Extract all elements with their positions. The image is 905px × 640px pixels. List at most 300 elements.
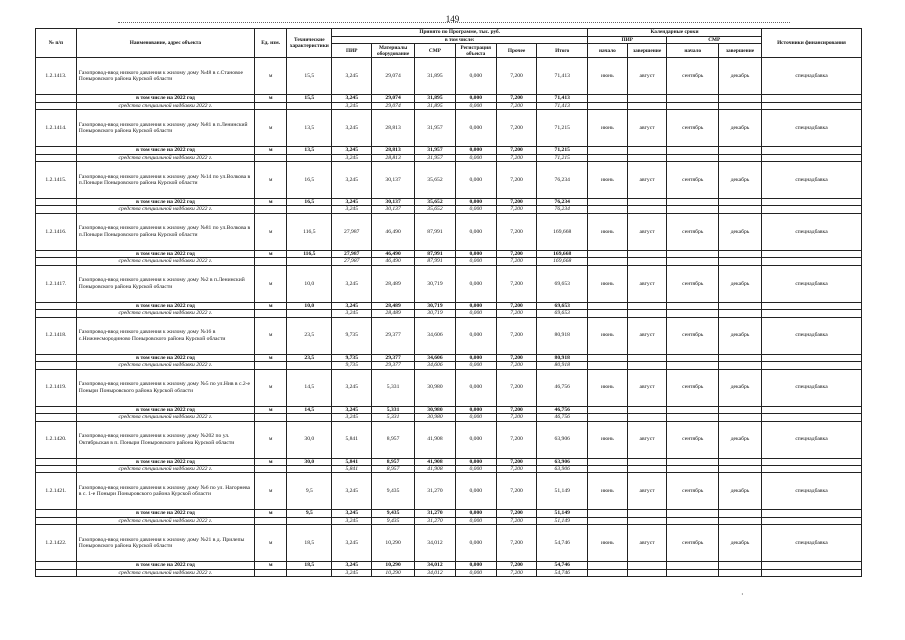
registration-cell: 0,000 xyxy=(455,406,496,414)
pir-cell: 3,245 xyxy=(332,154,372,161)
page-number: 149 xyxy=(445,14,460,24)
other-cell: 7,200 xyxy=(496,310,537,317)
total-cell: 80,918 xyxy=(537,362,588,369)
calendar-header: Календарные сроки xyxy=(588,29,762,37)
empty-cell xyxy=(667,258,719,265)
empty-cell xyxy=(762,147,862,155)
unit-cell: м xyxy=(255,525,287,562)
empty-cell xyxy=(719,562,762,570)
empty-cell xyxy=(36,258,77,265)
registration-cell: 0,000 xyxy=(455,302,496,310)
empty-cell xyxy=(255,466,287,473)
smr-cell: 87,991 xyxy=(415,213,456,250)
note-label: средства специальной надбавки 2022 г. xyxy=(76,154,254,161)
empty-cell xyxy=(588,198,628,206)
empty-cell xyxy=(719,362,762,369)
empty-cell xyxy=(255,206,287,213)
pir-cell: 3,245 xyxy=(332,110,372,147)
empty-cell xyxy=(762,95,862,103)
tech-cell: 15,5 xyxy=(287,95,332,103)
row-number: 1.2.1416. xyxy=(36,213,77,250)
table-header xyxy=(36,29,862,58)
other-cell: 7,200 xyxy=(496,569,537,576)
pir-cell: 3,245 xyxy=(332,406,372,414)
pir-cell: 3,245 xyxy=(332,369,372,406)
total-cell: 63,906 xyxy=(537,458,588,466)
unit-cell: м xyxy=(255,95,287,103)
pir-cell: 5,841 xyxy=(332,421,372,458)
object-name: Газопровод-ввод низкого давления к жилому дому №16 в с.Нижнесмородиново Поныровского района Курской области xyxy=(76,317,254,354)
unit-cell: м xyxy=(255,562,287,570)
empty-cell xyxy=(627,562,667,570)
smr-end-cell: декабрь xyxy=(719,265,762,302)
other-cell: 7,200 xyxy=(496,302,537,310)
tech-cell: 9,5 xyxy=(287,510,332,518)
empty-cell xyxy=(719,406,762,414)
empty-cell xyxy=(36,414,77,421)
total-cell: 63,906 xyxy=(537,466,588,473)
materials-cell: 9,435 xyxy=(372,517,415,524)
unit-cell: м xyxy=(255,213,287,250)
smr-cell: 87,991 xyxy=(415,250,456,258)
note-label: средства специальной надбавки 2022 г. xyxy=(76,310,254,317)
empty-cell xyxy=(627,569,667,576)
registration-cell: 0,000 xyxy=(455,198,496,206)
other-cell: 7,200 xyxy=(496,258,537,265)
pir-cell: 3,245 xyxy=(332,58,372,95)
registration-cell: 0,000 xyxy=(455,265,496,302)
pir-cell: 3,245 xyxy=(332,147,372,155)
smr-start-cell: сентябрь xyxy=(667,473,719,510)
empty-cell xyxy=(627,510,667,518)
tech-cell: 10,0 xyxy=(287,302,332,310)
pir-cell: 3,245 xyxy=(332,525,372,562)
subtotal-row xyxy=(36,406,862,414)
other-cell: 7,200 xyxy=(496,102,537,109)
tech-cell: 23,5 xyxy=(287,317,332,354)
materials-cell: 10,290 xyxy=(372,525,415,562)
smr-cell: 31,895 xyxy=(415,102,456,109)
total-cell: 71,215 xyxy=(537,154,588,161)
subtotal-label: в том числе на 2022 год xyxy=(76,562,254,570)
other-cell: 7,200 xyxy=(496,161,537,198)
pir-cell: 3,245 xyxy=(332,473,372,510)
object-name: Газопровод-ввод низкого давления к жилому дому №81 в п.Ленинский Поныровского района Курской области xyxy=(76,110,254,147)
row-number: 1.2.1418. xyxy=(36,317,77,354)
empty-cell xyxy=(762,562,862,570)
empty-cell xyxy=(588,102,628,109)
empty-cell xyxy=(255,569,287,576)
total-cell: 71,215 xyxy=(537,110,588,147)
pir-start-cell: июнь xyxy=(588,110,628,147)
unit-cell: м xyxy=(255,421,287,458)
materials-cell: 29,074 xyxy=(372,102,415,109)
col-name-header: Наименование, адрес объекта xyxy=(76,29,254,58)
empty-cell xyxy=(588,362,628,369)
pir-end-header: завершение xyxy=(627,44,667,58)
pir-start-cell: июнь xyxy=(588,317,628,354)
source-cell: спецнадбавка xyxy=(762,213,862,250)
empty-cell xyxy=(627,95,667,103)
empty-cell xyxy=(588,250,628,258)
empty-cell xyxy=(719,250,762,258)
empty-cell xyxy=(762,354,862,362)
smr-end-cell: декабрь xyxy=(719,473,762,510)
materials-cell: 46,490 xyxy=(372,250,415,258)
other-cell: 7,200 xyxy=(496,362,537,369)
registration-cell: 0,000 xyxy=(455,473,496,510)
empty-cell xyxy=(719,414,762,421)
table-row xyxy=(36,317,862,354)
unit-cell: м xyxy=(255,58,287,95)
smr-cell: 31,957 xyxy=(415,147,456,155)
pir-cell: 3,245 xyxy=(332,102,372,109)
empty-cell xyxy=(287,466,332,473)
row-number: 1.2.1414. xyxy=(36,110,77,147)
smr-cell: 87,991 xyxy=(415,258,456,265)
smr-cell: 31,957 xyxy=(415,110,456,147)
smr-end-cell: декабрь xyxy=(719,110,762,147)
empty-cell xyxy=(667,517,719,524)
note-row xyxy=(36,206,862,213)
materials-cell: 8,957 xyxy=(372,466,415,473)
empty-cell xyxy=(719,302,762,310)
empty-cell xyxy=(36,198,77,206)
table-row xyxy=(36,369,862,406)
empty-cell xyxy=(627,198,667,206)
source-cell: спецнадбавка xyxy=(762,58,862,95)
pir-end-cell: август xyxy=(627,58,667,95)
row-number: 1.2.1415. xyxy=(36,161,77,198)
smr-cell: 31,957 xyxy=(415,154,456,161)
empty-cell xyxy=(762,310,862,317)
empty-cell xyxy=(36,154,77,161)
pir-cell: 3,245 xyxy=(332,198,372,206)
empty-cell xyxy=(588,302,628,310)
smr-end-header: завершение xyxy=(719,44,762,58)
empty-cell xyxy=(762,198,862,206)
empty-cell xyxy=(36,569,77,576)
empty-cell xyxy=(719,517,762,524)
subtotal-label: в том числе на 2022 год xyxy=(76,302,254,310)
header-rule xyxy=(118,22,790,23)
total-cell: 69,653 xyxy=(537,310,588,317)
tech-cell: 13,5 xyxy=(287,147,332,155)
empty-cell xyxy=(667,154,719,161)
other-cell: 7,200 xyxy=(496,110,537,147)
empty-cell xyxy=(762,458,862,466)
materials-cell: 8,957 xyxy=(372,421,415,458)
materials-cell: 30,137 xyxy=(372,206,415,213)
materials-cell: 28,813 xyxy=(372,147,415,155)
registration-cell: 0,000 xyxy=(455,569,496,576)
other-cell: 7,200 xyxy=(496,525,537,562)
materials-header: Материалы оборудование xyxy=(372,44,415,58)
materials-cell: 28,489 xyxy=(372,310,415,317)
total-cell: 69,653 xyxy=(537,302,588,310)
accepted-header: Принято по Программе, тыс. руб. xyxy=(332,29,588,37)
tech-cell: 30,0 xyxy=(287,421,332,458)
total-header: Итого xyxy=(537,44,588,58)
source-cell: спецнадбавка xyxy=(762,525,862,562)
empty-cell xyxy=(36,147,77,155)
total-cell: 76,234 xyxy=(537,206,588,213)
empty-cell xyxy=(719,458,762,466)
note-label: средства специальной надбавки 2022 г. xyxy=(76,517,254,524)
smr-cell: 41,908 xyxy=(415,466,456,473)
unit-cell: м xyxy=(255,317,287,354)
other-cell: 7,200 xyxy=(496,213,537,250)
smr-cell: 30,719 xyxy=(415,302,456,310)
empty-cell xyxy=(762,414,862,421)
empty-cell xyxy=(287,258,332,265)
col-unit-header: Ед. изм. xyxy=(255,29,287,58)
registration-header: Регистрация объекта xyxy=(455,44,496,58)
registration-cell: 0,000 xyxy=(455,102,496,109)
empty-cell xyxy=(627,102,667,109)
note-row xyxy=(36,258,862,265)
registration-cell: 0,000 xyxy=(455,510,496,518)
registration-cell: 0,000 xyxy=(455,95,496,103)
smr-start-cell: сентябрь xyxy=(667,317,719,354)
subtotal-label: в том числе на 2022 год xyxy=(76,198,254,206)
empty-cell xyxy=(762,569,862,576)
total-cell: 46,756 xyxy=(537,414,588,421)
empty-cell xyxy=(719,198,762,206)
other-cell: 7,200 xyxy=(496,147,537,155)
pir-end-cell: август xyxy=(627,525,667,562)
empty-cell xyxy=(287,517,332,524)
materials-cell: 29,074 xyxy=(372,95,415,103)
empty-cell xyxy=(255,154,287,161)
total-cell: 51,149 xyxy=(537,517,588,524)
empty-cell xyxy=(36,562,77,570)
materials-cell: 28,813 xyxy=(372,154,415,161)
unit-cell: м xyxy=(255,354,287,362)
smr-start-cell: сентябрь xyxy=(667,525,719,562)
total-cell: 54,746 xyxy=(537,525,588,562)
pir-cell: 3,245 xyxy=(332,414,372,421)
empty-cell xyxy=(36,517,77,524)
empty-cell xyxy=(762,206,862,213)
empty-cell xyxy=(627,258,667,265)
other-cell: 7,200 xyxy=(496,154,537,161)
other-cell: 7,200 xyxy=(496,510,537,518)
smr-start-cell: сентябрь xyxy=(667,110,719,147)
empty-cell xyxy=(719,569,762,576)
empty-cell xyxy=(36,362,77,369)
tech-cell: 14,5 xyxy=(287,369,332,406)
object-name: Газопровод-ввод низкого давления к жилому дому №6 по ул. Нагорнева в с. 1-е Поныри Поныровского района Курской области xyxy=(76,473,254,510)
empty-cell xyxy=(667,510,719,518)
empty-cell xyxy=(667,206,719,213)
total-cell: 169,668 xyxy=(537,258,588,265)
registration-cell: 0,000 xyxy=(455,421,496,458)
smr-end-cell: декабрь xyxy=(719,369,762,406)
smr-cell: 41,908 xyxy=(415,421,456,458)
source-cell: спецнадбавка xyxy=(762,369,862,406)
tech-cell: 116,5 xyxy=(287,250,332,258)
empty-cell xyxy=(255,414,287,421)
smr-end-cell: декабрь xyxy=(719,58,762,95)
registration-cell: 0,000 xyxy=(455,317,496,354)
other-cell: 7,200 xyxy=(496,458,537,466)
total-cell: 80,918 xyxy=(537,317,588,354)
empty-cell xyxy=(627,310,667,317)
subtotal-row xyxy=(36,250,862,258)
pir-start-cell: июнь xyxy=(588,58,628,95)
smr-start-cell: сентябрь xyxy=(667,265,719,302)
program-table xyxy=(35,28,862,577)
empty-cell xyxy=(36,458,77,466)
pir-end-cell: август xyxy=(627,265,667,302)
other-cell: 7,200 xyxy=(496,58,537,95)
tech-cell: 16,5 xyxy=(287,161,332,198)
empty-cell xyxy=(762,250,862,258)
total-cell: 76,234 xyxy=(537,161,588,198)
empty-cell xyxy=(627,250,667,258)
registration-cell: 0,000 xyxy=(455,258,496,265)
empty-cell xyxy=(667,95,719,103)
materials-cell: 10,290 xyxy=(372,569,415,576)
note-label: средства специальной надбавки 2022 г. xyxy=(76,206,254,213)
table-row xyxy=(36,265,862,302)
total-cell: 80,918 xyxy=(537,354,588,362)
subtotal-label: в том числе на 2022 год xyxy=(76,95,254,103)
note-row xyxy=(36,569,862,576)
subtotal-row xyxy=(36,354,862,362)
incl-header: в том числе: xyxy=(332,37,588,44)
smr-start-cell: сентябрь xyxy=(667,161,719,198)
other-cell: 7,200 xyxy=(496,317,537,354)
pir-cell: 27,987 xyxy=(332,213,372,250)
materials-cell: 46,490 xyxy=(372,213,415,250)
subtotal-label: в том числе на 2022 год xyxy=(76,354,254,362)
empty-cell xyxy=(719,354,762,362)
empty-cell xyxy=(762,406,862,414)
empty-cell xyxy=(588,517,628,524)
materials-cell: 5,331 xyxy=(372,414,415,421)
smr-end-cell: декабрь xyxy=(719,317,762,354)
col-num-header: № п/п xyxy=(36,29,77,58)
empty-cell xyxy=(36,250,77,258)
empty-cell xyxy=(588,147,628,155)
materials-cell: 29,074 xyxy=(372,58,415,95)
empty-cell xyxy=(719,95,762,103)
total-cell: 51,149 xyxy=(537,473,588,510)
footer-mark: · xyxy=(741,590,744,599)
unit-cell: м xyxy=(255,161,287,198)
empty-cell xyxy=(588,154,628,161)
smr-cell: 31,895 xyxy=(415,58,456,95)
total-cell: 76,234 xyxy=(537,198,588,206)
row-number: 1.2.1413. xyxy=(36,58,77,95)
total-cell: 71,413 xyxy=(537,95,588,103)
pir-cell: 3,245 xyxy=(332,510,372,518)
note-label: средства специальной надбавки 2022 г. xyxy=(76,362,254,369)
registration-cell: 0,000 xyxy=(455,154,496,161)
empty-cell xyxy=(627,517,667,524)
empty-cell xyxy=(287,310,332,317)
table-row xyxy=(36,213,862,250)
registration-cell: 0,000 xyxy=(455,110,496,147)
subtotal-row xyxy=(36,147,862,155)
empty-cell xyxy=(36,310,77,317)
smr-cell: 41,908 xyxy=(415,458,456,466)
empty-cell xyxy=(762,302,862,310)
materials-cell: 28,489 xyxy=(372,302,415,310)
smr-cell: 30,719 xyxy=(415,310,456,317)
registration-cell: 0,000 xyxy=(455,369,496,406)
empty-cell xyxy=(719,206,762,213)
tech-cell: 15,5 xyxy=(287,58,332,95)
pir-cell: 3,245 xyxy=(332,302,372,310)
empty-cell xyxy=(762,466,862,473)
subtotal-row xyxy=(36,302,862,310)
pir-cell: 5,841 xyxy=(332,466,372,473)
materials-cell: 9,435 xyxy=(372,510,415,518)
pir-cell: 9,735 xyxy=(332,362,372,369)
other-header: Прочее xyxy=(496,44,537,58)
unit-cell: м xyxy=(255,510,287,518)
subtotal-label: в том числе на 2022 год xyxy=(76,510,254,518)
source-cell: спецнадбавка xyxy=(762,473,862,510)
materials-cell: 8,957 xyxy=(372,458,415,466)
tech-cell: 23,5 xyxy=(287,354,332,362)
empty-cell xyxy=(36,206,77,213)
smr-start-header: начало xyxy=(667,44,719,58)
empty-cell xyxy=(667,458,719,466)
total-cell: 46,756 xyxy=(537,406,588,414)
note-label: средства специальной надбавки 2022 г. xyxy=(76,102,254,109)
total-cell: 169,668 xyxy=(537,213,588,250)
total-cell: 71,413 xyxy=(537,102,588,109)
source-header: Источники финансирования xyxy=(762,29,862,58)
empty-cell xyxy=(287,569,332,576)
unit-cell: м xyxy=(255,369,287,406)
empty-cell xyxy=(719,147,762,155)
empty-cell xyxy=(588,414,628,421)
registration-cell: 0,000 xyxy=(455,213,496,250)
empty-cell xyxy=(762,517,862,524)
registration-cell: 0,000 xyxy=(455,206,496,213)
materials-cell: 10,290 xyxy=(372,562,415,570)
empty-cell xyxy=(667,466,719,473)
empty-cell xyxy=(667,310,719,317)
empty-cell xyxy=(588,206,628,213)
empty-cell xyxy=(667,354,719,362)
pir-cell: 9,735 xyxy=(332,354,372,362)
smr-cell: 34,606 xyxy=(415,317,456,354)
pir-cell: 3,245 xyxy=(332,161,372,198)
smr-cell: 30,980 xyxy=(415,406,456,414)
subtotal-row xyxy=(36,95,862,103)
empty-cell xyxy=(762,510,862,518)
materials-cell: 30,137 xyxy=(372,161,415,198)
other-cell: 7,200 xyxy=(496,421,537,458)
empty-cell xyxy=(588,406,628,414)
empty-cell xyxy=(627,458,667,466)
empty-cell xyxy=(762,102,862,109)
other-cell: 7,200 xyxy=(496,517,537,524)
empty-cell xyxy=(287,154,332,161)
empty-cell xyxy=(36,354,77,362)
cal-smr-header: СМР xyxy=(667,37,762,44)
empty-cell xyxy=(36,95,77,103)
smr-cell: 34,012 xyxy=(415,562,456,570)
subtotal-row xyxy=(36,562,862,570)
registration-cell: 0,000 xyxy=(455,414,496,421)
